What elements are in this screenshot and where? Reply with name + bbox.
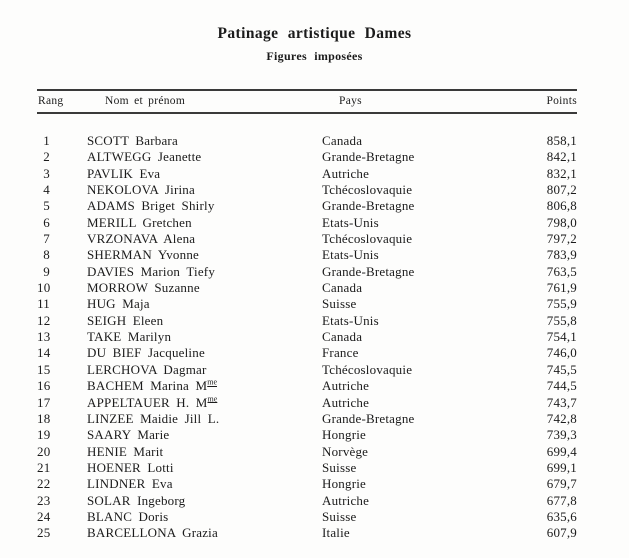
name-text: SAARY Marie bbox=[87, 427, 170, 443]
points-cell: 607,9 bbox=[546, 525, 577, 541]
table-row bbox=[37, 476, 577, 492]
country-cell: Tchécoslovaquie bbox=[322, 361, 413, 377]
header-country: Pays bbox=[339, 95, 362, 107]
country-cell: Tchécoslovaquie bbox=[322, 182, 413, 198]
country-cell: Canada bbox=[322, 133, 363, 148]
rank-cell: 18 bbox=[37, 410, 51, 426]
rank-cell: 10 bbox=[37, 280, 51, 296]
name-cell bbox=[50, 476, 322, 492]
name-cell bbox=[50, 493, 322, 509]
name-text: APPELTAUER H. M bbox=[87, 394, 208, 410]
name-text: SCOTT Barbara bbox=[87, 133, 178, 148]
name-text: ADAMS Briget Shirly bbox=[87, 198, 215, 214]
name-text: SOLAR Ingeborg bbox=[87, 492, 186, 508]
points-cell: 699,1 bbox=[546, 459, 577, 475]
rank-cell: 16 bbox=[37, 378, 51, 394]
points-cell: 783,9 bbox=[546, 247, 577, 263]
country-cell: Grande-Bretagne bbox=[322, 198, 415, 214]
points-cell: 832,1 bbox=[546, 165, 577, 181]
name-cell bbox=[50, 296, 322, 312]
points-cell: 754,1 bbox=[546, 329, 577, 345]
name-cell bbox=[50, 329, 322, 345]
name-text: ALTWEGG Jeanette bbox=[87, 149, 202, 165]
points-cell: 842,1 bbox=[546, 149, 577, 165]
name-cell bbox=[50, 509, 322, 525]
name-cell bbox=[50, 378, 322, 394]
table-row bbox=[37, 215, 577, 231]
header-points: Points bbox=[546, 95, 577, 107]
table-row bbox=[37, 133, 577, 149]
rank-cell: 6 bbox=[43, 214, 50, 230]
table-row bbox=[37, 280, 577, 296]
name-cell bbox=[50, 280, 322, 296]
points-cell: 755,8 bbox=[546, 312, 577, 328]
table-row bbox=[37, 345, 577, 361]
points-cell: 744,5 bbox=[546, 378, 577, 394]
country-cell: Autriche bbox=[322, 165, 370, 181]
points-cell: 806,8 bbox=[546, 198, 577, 214]
results-table bbox=[37, 89, 577, 542]
rank-cell: 9 bbox=[43, 263, 50, 279]
name-cell bbox=[50, 231, 322, 247]
rank-cell: 5 bbox=[43, 198, 50, 214]
rank-cell: 20 bbox=[37, 443, 51, 459]
country-cell: Suisse bbox=[322, 459, 357, 475]
country-cell: Etats-Unis bbox=[322, 214, 379, 230]
points-cell: 797,2 bbox=[546, 231, 577, 247]
country-cell: Etats-Unis bbox=[322, 312, 379, 328]
table-row bbox=[37, 427, 577, 443]
results-table-header bbox=[37, 89, 577, 114]
points-cell: 761,9 bbox=[546, 280, 577, 296]
points-cell: 745,5 bbox=[546, 361, 577, 377]
points-cell: 746,0 bbox=[546, 345, 577, 361]
country-cell: France bbox=[322, 345, 359, 361]
points-cell: 743,7 bbox=[546, 394, 577, 410]
table-row bbox=[37, 166, 577, 182]
name-text: MORROW Suzanne bbox=[87, 280, 200, 296]
country-cell: Etats-Unis bbox=[322, 247, 379, 263]
country-cell: Autriche bbox=[322, 378, 370, 394]
points-cell: 755,9 bbox=[546, 296, 577, 312]
rank-cell: 15 bbox=[37, 361, 51, 377]
table-row bbox=[37, 509, 577, 525]
table-row bbox=[37, 444, 577, 460]
rank-cell: 17 bbox=[37, 394, 51, 410]
rank-cell: 14 bbox=[37, 345, 51, 361]
name-cell bbox=[50, 149, 322, 165]
table-row bbox=[37, 231, 577, 247]
table-row bbox=[37, 313, 577, 329]
table-row bbox=[37, 395, 577, 411]
table-row bbox=[37, 460, 577, 476]
rank-cell: 4 bbox=[43, 182, 50, 198]
name-cell bbox=[50, 411, 322, 427]
points-cell: 699,4 bbox=[546, 443, 577, 459]
name-cell bbox=[50, 444, 322, 460]
points-cell: 763,5 bbox=[546, 263, 577, 279]
name-text: TAKE Marilyn bbox=[87, 329, 172, 345]
name-text: LINDNER Eva bbox=[87, 476, 173, 492]
name-text: BACHEM Marina M bbox=[87, 378, 208, 394]
name-text: VRZONAVA Alena bbox=[87, 231, 196, 247]
rank-cell: 1 bbox=[43, 133, 50, 148]
points-cell: 739,3 bbox=[546, 427, 577, 443]
name-cell bbox=[50, 264, 322, 280]
table-row bbox=[37, 329, 577, 345]
country-cell: Suisse bbox=[322, 508, 357, 524]
rank-cell: 19 bbox=[37, 427, 51, 443]
country-cell: Grande-Bretagne bbox=[322, 263, 415, 279]
table-row bbox=[37, 182, 577, 198]
name-cell bbox=[50, 395, 322, 411]
name-text: DAVIES Marion Tiefy bbox=[87, 263, 216, 279]
points-cell: 798,0 bbox=[546, 214, 577, 230]
table-row bbox=[37, 198, 577, 214]
name-cell bbox=[50, 460, 322, 476]
rank-cell: 21 bbox=[37, 459, 51, 475]
rank-cell: 2 bbox=[43, 149, 50, 165]
rank-cell: 13 bbox=[37, 329, 51, 345]
rank-cell: 8 bbox=[43, 247, 50, 263]
name-cell bbox=[50, 215, 322, 231]
name-cell bbox=[50, 198, 322, 214]
name-text: MERILL Gretchen bbox=[87, 214, 192, 230]
name-cell bbox=[50, 427, 322, 443]
country-cell: Hongrie bbox=[322, 427, 366, 443]
name-cell bbox=[50, 313, 322, 329]
table-row bbox=[37, 525, 577, 541]
name-text: BARCELLONA Grazia bbox=[87, 525, 218, 541]
points-cell: 742,8 bbox=[546, 410, 577, 426]
name-cell bbox=[50, 362, 322, 378]
name-text: LINZEE Maidie Jill L. bbox=[87, 410, 220, 426]
country-cell: Hongrie bbox=[322, 476, 366, 492]
name-cell bbox=[50, 182, 322, 198]
rank-cell: 22 bbox=[37, 476, 51, 492]
table-row bbox=[37, 362, 577, 378]
country-cell: Autriche bbox=[322, 492, 370, 508]
header-name: Nom et prénom bbox=[105, 95, 186, 107]
rank-cell: 11 bbox=[37, 296, 50, 312]
name-superscript: me bbox=[207, 377, 217, 387]
name-text: LERCHOVA Dagmar bbox=[87, 361, 207, 377]
country-cell: Grande-Bretagne bbox=[322, 410, 415, 426]
table-row bbox=[37, 493, 577, 509]
country-cell: Italie bbox=[322, 525, 350, 541]
name-text: SHERMAN Yvonne bbox=[87, 247, 199, 263]
country-cell: Suisse bbox=[322, 296, 357, 312]
name-superscript: me bbox=[207, 394, 218, 404]
header-rank: Rang bbox=[38, 95, 64, 107]
country-cell: Canada bbox=[322, 280, 363, 296]
name-text: DU BIEF Jacqueline bbox=[87, 345, 205, 361]
page-subtitle: Figures imposées bbox=[266, 49, 363, 63]
name-cell bbox=[50, 525, 322, 541]
page-title: Patinage artistique Dames bbox=[217, 25, 412, 42]
name-text: NEKOLOVA Jirina bbox=[87, 182, 195, 198]
country-cell: Norvège bbox=[322, 443, 369, 459]
table-row bbox=[37, 296, 577, 312]
name-text: HENIE Marit bbox=[87, 443, 164, 459]
name-text: HOENER Lotti bbox=[87, 459, 174, 475]
country-cell: Grande-Bretagne bbox=[322, 149, 415, 165]
name-text: BLANC Doris bbox=[87, 508, 169, 524]
name-cell bbox=[50, 133, 322, 149]
name-text: HUG Maja bbox=[87, 296, 150, 312]
name-text: PAVLIK Eva bbox=[87, 165, 161, 181]
table-row bbox=[37, 411, 577, 427]
table-row bbox=[37, 264, 577, 280]
points-cell: 807,2 bbox=[546, 182, 577, 198]
name-text: SEIGH Eleen bbox=[87, 312, 164, 328]
country-cell: Tchécoslovaquie bbox=[322, 231, 413, 247]
points-cell: 679,7 bbox=[546, 476, 577, 492]
rank-cell: 3 bbox=[43, 165, 50, 181]
rank-cell: 7 bbox=[43, 231, 50, 247]
rank-cell: 12 bbox=[37, 312, 51, 328]
country-cell: Canada bbox=[322, 329, 363, 345]
rank-cell: 23 bbox=[37, 492, 51, 508]
name-cell bbox=[50, 247, 322, 263]
rank-cell: 25 bbox=[37, 525, 51, 541]
points-cell: 858,1 bbox=[546, 133, 577, 148]
results-table-body bbox=[37, 133, 577, 542]
table-row bbox=[37, 149, 577, 165]
points-cell: 635,6 bbox=[546, 508, 577, 524]
table-row bbox=[37, 247, 577, 263]
name-cell bbox=[50, 345, 322, 361]
rank-cell: 24 bbox=[37, 508, 51, 524]
table-row bbox=[37, 378, 577, 394]
country-cell: Autriche bbox=[322, 394, 370, 410]
points-cell: 677,8 bbox=[546, 492, 577, 508]
name-cell bbox=[50, 166, 322, 182]
